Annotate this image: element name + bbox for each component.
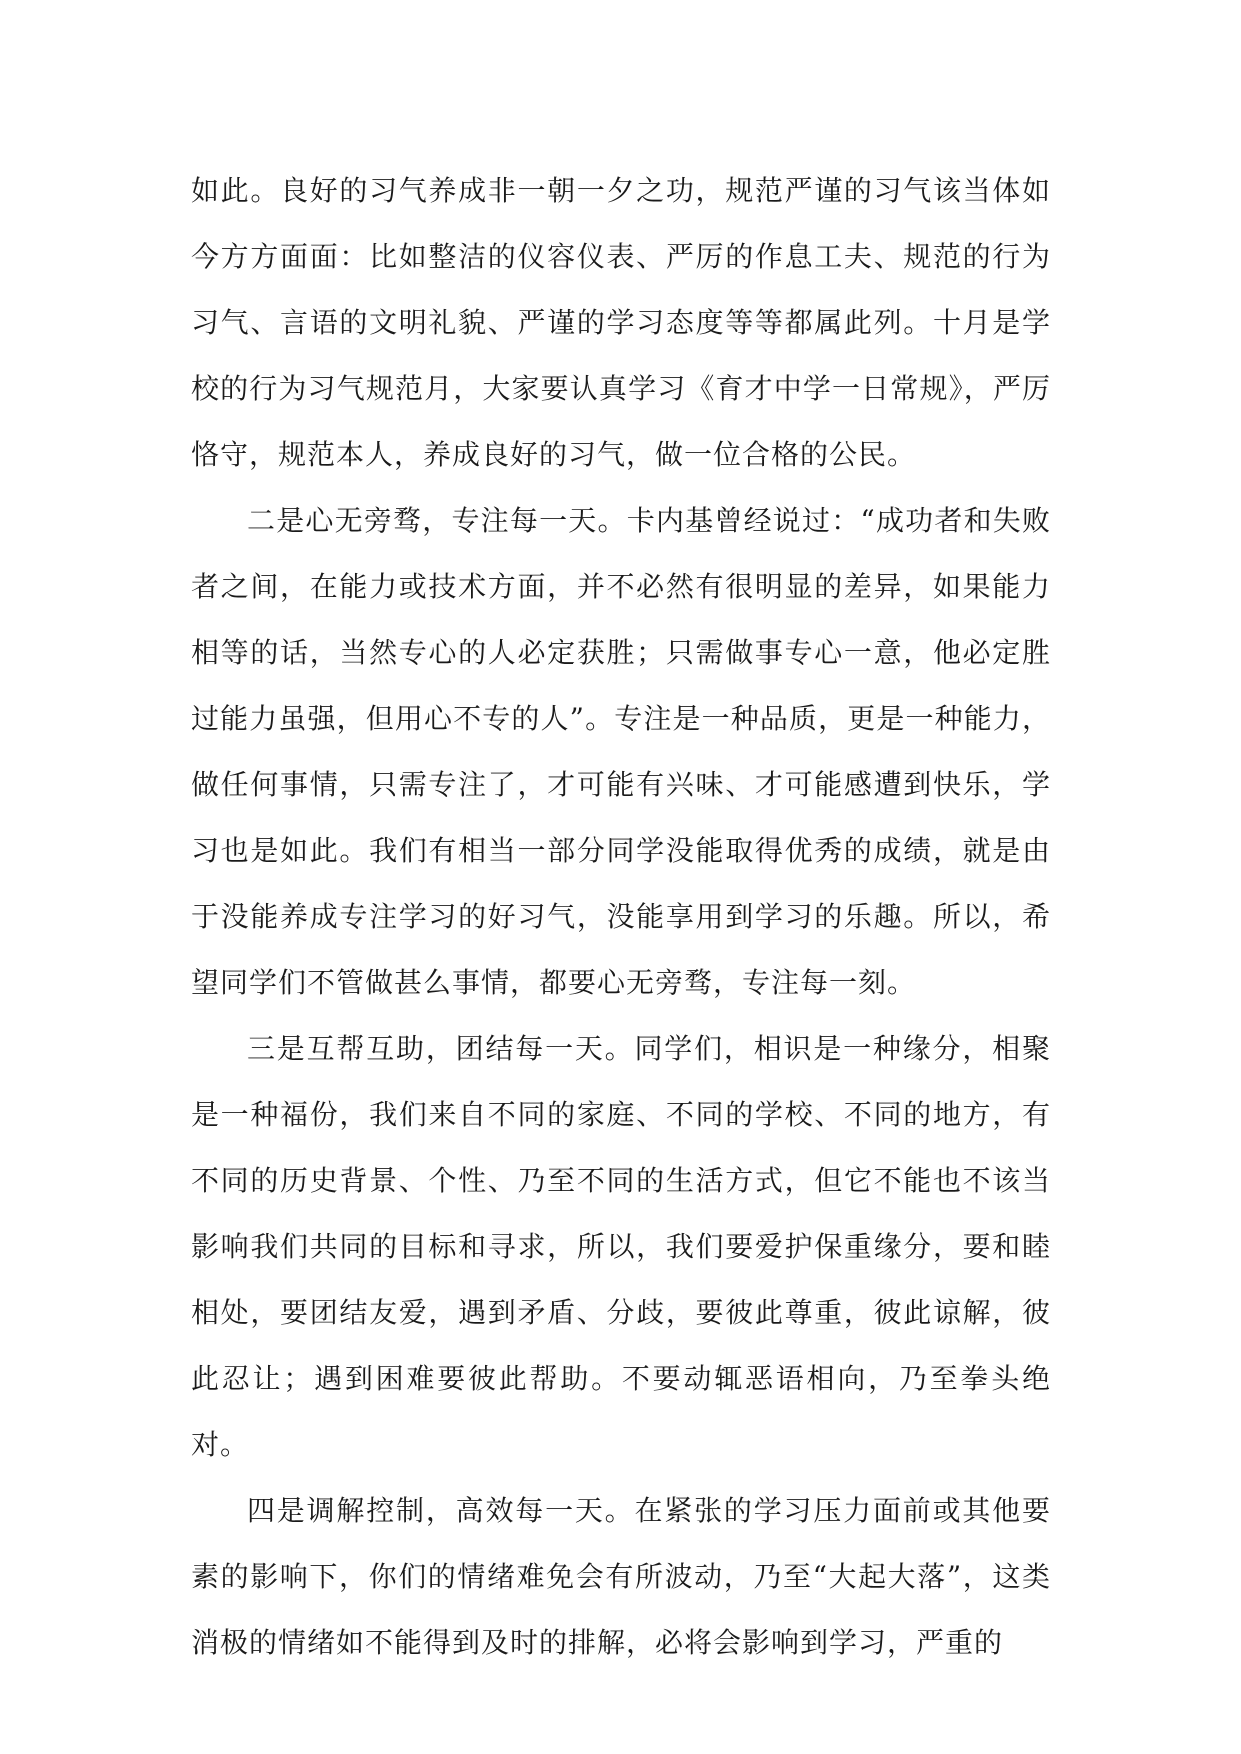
document-body bbox=[191, 158, 1051, 1676]
paragraph-continuation: 如此。良好的习气养成非一朝一夕之功，规范严谨的习气该当体如今方方面面：比如整洁的仪容仪表、严厉的作息工夫、规范的行为习气、言语的文明礼貌、严谨的学习态度等等都属此列。十月是学校的行为习气规范月，大家要认真学习《育才中学一日常规》，严厉恪守，规范本人，养成良好的习气，做一位合格的公民。 bbox=[191, 174, 1051, 471]
paragraph-self-control: 四是调解控制，高效每一天。在紧张的学习压力面前或其他要素的影响下，你们的情绪难免会有所波动，乃至“大起大落”，这类消极的情绪如不能得到及时的排解，必将会影响到学习，严重的 bbox=[191, 1494, 1051, 1659]
paragraph-focus: 二是心无旁骛，专注每一天。卡内基曾经说过：“成功者和失败者之间，在能力或技术方面，并不必然有很明显的差异，如果能力相等的话，当然专心的人必定获胜；只需做事专心一意，他必定胜过能力虽强，但用心不专的人”。专注是一种品质，更是一种能力，做任何事情，只需专注了，才可能有兴味、才可能感遭到快乐，学习也是如此。我们有相当一部分同学没能取得优秀的成绩，就是由于没能养成专注学习的好习气，没能享用到学习的乐趣。所以，希望同学们不管做甚么事情，都要心无旁骛，专注每一刻。 bbox=[191, 504, 1051, 999]
paragraph-unity: 三是互帮互助，团结每一天。同学们，相识是一种缘分，相聚是一种福份，我们来自不同的家庭、不同的学校、不同的地方，有不同的历史背景、个性、乃至不同的生活方式，但它不能也不该当影响我们共同的目标和寻求，所以，我们要爱护保重缘分，要和睦相处，要团结友爱，遇到矛盾、分歧，要彼此尊重，彼此谅解，彼此忍让；遇到困难要彼此帮助。不要动辄恶语相向，乃至拳头绝对。 bbox=[191, 1032, 1051, 1461]
